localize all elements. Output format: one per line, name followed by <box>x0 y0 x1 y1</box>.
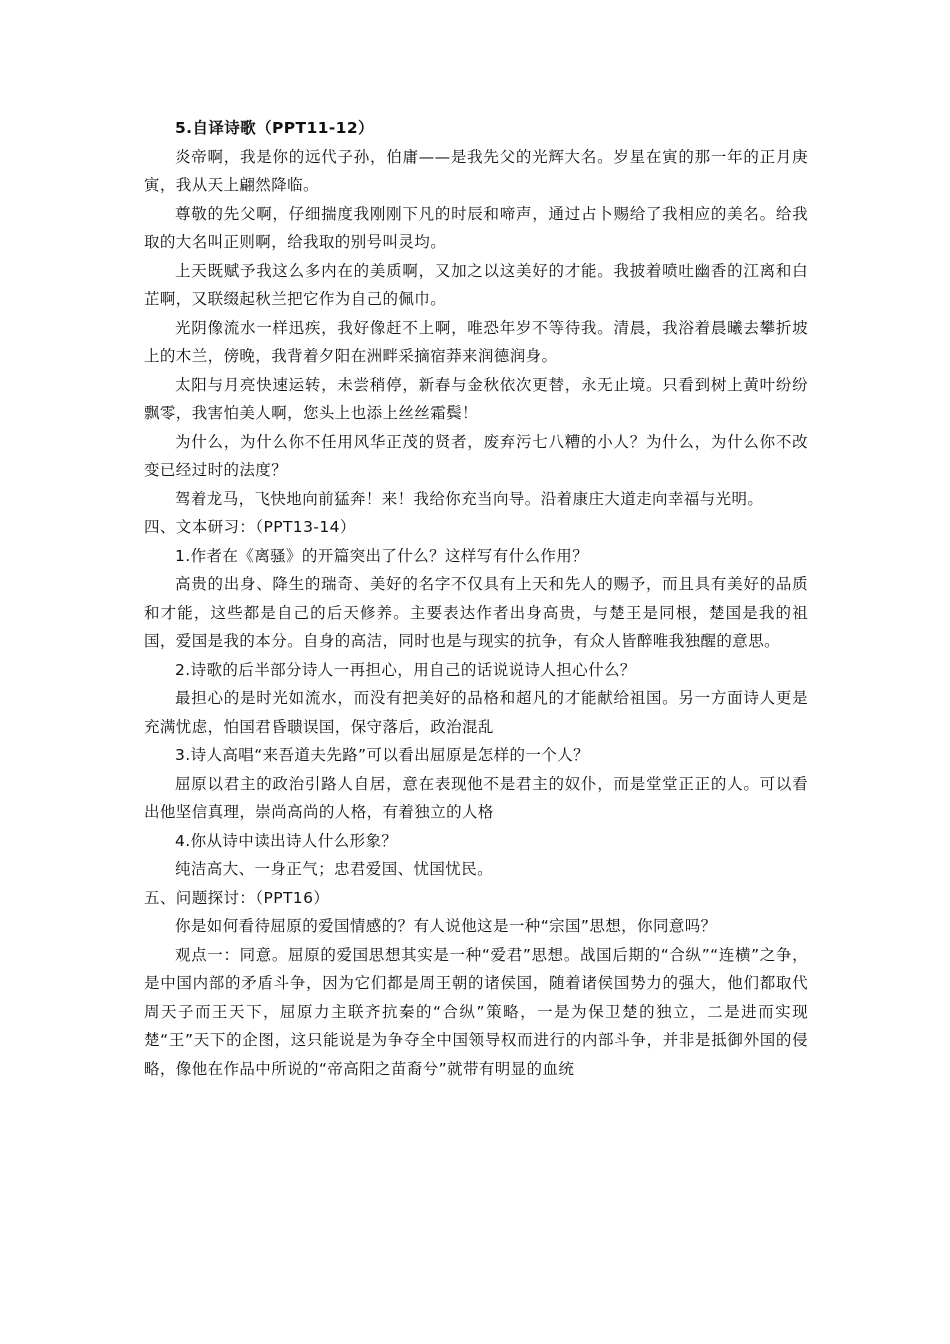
question: 3.诗人高唱“来吾道夫先路”可以看出屈原是怎样的一个人？ <box>175 746 590 764</box>
question: 4.你从诗中读出诗人什么形象？ <box>175 831 398 850</box>
heading-self-translation: 5.自译诗歌（PPT11-12） <box>175 119 374 137</box>
question: 你是如何看待屈原的爱国情感的？有人说他这是一种“宗国”思想，你同意吗？ <box>175 917 717 935</box>
paragraph: 为什么，为什么你不任用风华正茂的贤者，废弃污七八糟的小人？为什么，为什么你不改变已经过时的法度？ <box>144 432 808 479</box>
answer: 高贵的出身、降生的瑞奇、美好的名字不仅具有上天和先人的赐予，而且具有美好的品质和才能，这些都是自己的后天修养。主要表达作者出身高贵，与楚王是同根，楚国是我的祖国，爱国是我的本分。自身的高洁，同时也是与现实的抗争，有众人皆醉唯我独醒的意思。 <box>144 575 808 650</box>
answer: 最担心的是时光如流水，而没有把美好的品格和超凡的才能献给祖国。另一方面诗人更是充满忧虑，怕国君昏聩误国，保守落后，政治混乱 <box>144 689 808 736</box>
paragraph: 太阳与月亮快速运转，未尝稍停，新春与金秋依次更替，永无止境。只看到树上黄叶纷纷飘零，我害怕美人啊，您头上也添上丝丝霜鬓！ <box>144 375 808 422</box>
answer: 屈原以君主的政治引路人自居，意在表现他不是君主的奴仆，而是堂堂正正的人。可以看出他坚信真理，崇尚高尚的人格，有着独立的人格 <box>144 774 808 821</box>
paragraph: 光阴像流水一样迅疾，我好像赶不上啊，唯恐年岁不等待我。清晨，我浴着晨曦去攀折坡上的木兰，傍晚，我背着夕阳在洲畔采摘宿莽来润德润身。 <box>144 318 808 365</box>
document-body <box>144 114 808 1083</box>
answer: 纯洁高大、一身正气；忠君爱国、忧国忧民。 <box>175 860 494 878</box>
paragraph: 尊敬的先父啊，仔细揣度我刚刚下凡的时辰和啼声，通过占卜赐给了我相应的美名。给我取的大名叫正则啊，给我取的别号叫灵均。 <box>144 204 808 251</box>
paragraph: 驾着龙马，飞快地向前猛奔！来！我给你充当向导。沿着康庄大道走向幸福与光明。 <box>175 489 764 508</box>
answer: 观点一：同意。屈原的爱国思想其实是一种“爱君”思想。战国后期的“合纵”“连横”之争，是中国内部的矛盾斗争，因为它们都是周王朝的诸侯国，随着诸侯国势力的强大，他们都取代周天子而王天下，屈原力主联齐抗秦的“合纵”策略，一是为保卫楚的独立，二是进而实现楚“王”天下的企图，这只能说是为争夺全中国领导权而进行的内部斗争，并非是抵御外国的侵略，像他在作品中所说的“帝高阳之苗裔兮”就带有明显的血统 <box>144 945 808 1078</box>
question: 2.诗歌的后半部分诗人一再担心，用自己的话说说诗人担心什么？ <box>175 660 636 679</box>
section-heading-text-study: 四、文本研习：（PPT13-14） <box>144 518 356 536</box>
section-heading-discussion: 五、问题探讨：（PPT16） <box>144 888 330 907</box>
question: 1.作者在《离骚》的开篇突出了什么？这样写有什么作用？ <box>175 546 589 565</box>
paragraph: 上天既赋予我这么多内在的美质啊，又加之以这美好的才能。我披着喷吐幽香的江离和白芷啊，又联缀起秋兰把它作为自己的佩巾。 <box>144 261 808 308</box>
paragraph: 炎帝啊，我是你的远代子孙，伯庸——是我先父的光辉大名。岁星在寅的那一年的正月庚寅，我从天上翩然降临。 <box>144 147 808 194</box>
